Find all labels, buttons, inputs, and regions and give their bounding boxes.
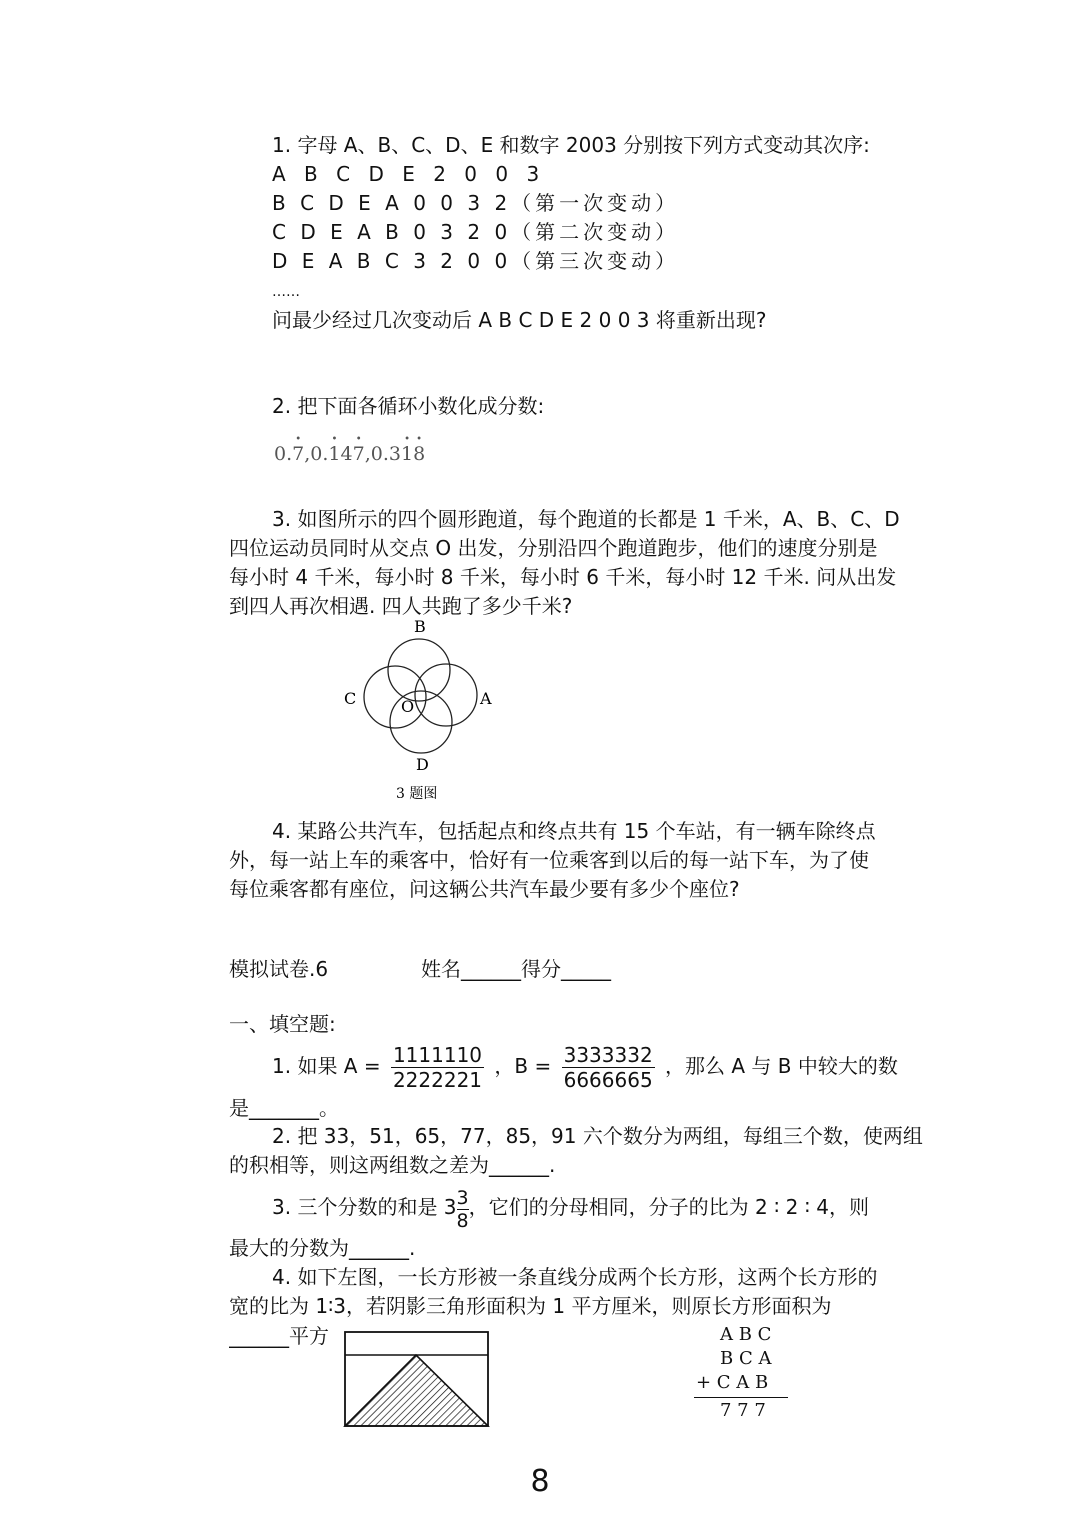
section1-p3-line2: 最大的分数为______. [229,1236,416,1260]
page-number: 8 [530,1464,550,1499]
section1-p3-line1: 3. 三个分数的和是 3 $\frac{3}{8}$ ，它们的分母相同，分子的比为 2 ∶ 2 ∶ 4，则 [272,1187,869,1232]
fraction-a: $\frac{1111110}{2222221}$ [392,1043,483,1092]
circle-a [415,664,477,726]
mixed-fraction: $\frac{3}{8}$ [456,1187,469,1232]
q4-line2: 外，每一站上车的乘客中，恰好有一位乘客到以后的每一站下车，为了使 [229,848,869,872]
q4-line1: 4. 某路公共汽车，包括起点和终点共有 15 个车站，有一辆车除终点 [272,819,876,843]
exam-name-score: 姓名______得分_____ [421,957,611,981]
section1-p1-line1: 1. 如果 A = $\frac{1111110}{2222221}$ ，B = $\frac{3333332}{6666665}$ ，那么 A 与 B 中较大的数 [272,1043,898,1092]
section1-p1-line2: 是_______。 [229,1096,339,1120]
q3-line1: 3. 如图所示的四个圆形跑道，每个跑道的长都是 1 千米，A、B、C、D [272,507,900,531]
section1-title: 一、填空题: [229,1012,336,1036]
section1-p2-line1: 2. 把 33，51，65，77，85，91 六个数分为两组，每组三个数，使两组 [272,1124,923,1148]
addition-row3: + C A B [696,1372,769,1393]
figure-caption: 3 题图 [396,786,438,802]
addition-rule [694,1397,788,1398]
four-circles-figure [330,612,520,812]
q3-line3: 每小时 4 千米，每小时 8 千米，每小时 6 千米，每小时 12 千米. 问从出发 [229,565,897,589]
q1-ellipsis: …… [272,284,300,300]
q1-row0: A B C D E 2 0 0 3 [272,162,546,186]
section1-p4-line2: 宽的比为 1∶3，若阴影三角形面积为 1 平方厘米，则原长方形面积为 [229,1294,832,1318]
label-d: D [416,755,429,774]
addition-row1: A B C [720,1324,772,1345]
q1-question: 问最少经过几次变动后 A B C D E 2 0 0 3 将重新出现? [272,308,767,332]
fraction-b: $\frac{3333332}{6666665}$ [563,1043,653,1092]
section1-p4-line3: ______平方 [229,1324,329,1348]
q3-line2: 四位运动员同时从交点 O 出发，分别沿四个跑道跑步，他们的速度分别是 [229,536,878,560]
q1-title: 1. 字母 A、B、C、D、E 和数字 2003 分别按下列方式变动其次序: [272,133,870,157]
exam-title: 模拟试卷.6 [229,957,329,981]
q3-line4: 到四人再次相遇. 四人共跑了多少千米? [229,594,573,618]
circle-c [364,666,426,728]
q1-row1: B C D E A 0 0 3 2（第一次变动） [272,191,680,215]
q1-row3: D E A B C 3 2 0 0（第三次变动） [272,249,680,273]
q1-row2: C D E A B 0 3 2 0（第二次变动） [272,220,680,244]
q2-title: 2. 把下面各循环小数化成分数: [272,394,545,418]
label-o: O [401,697,415,716]
addition-result: 7 7 7 [720,1400,766,1421]
addition-row2: B C A [720,1348,772,1369]
label-a: A [480,689,492,708]
q2-decimals: 0.• 7,0.• 14• 7,0.3• 1• 8 [274,440,425,468]
section1-p2-line2: 的积相等，则这两组数之差为______. [229,1153,556,1177]
shaded-triangle [345,1355,488,1426]
q4-line3: 每位乘客都有座位，问这辆公共汽车最少要有多少个座位? [229,877,740,901]
rectangle-triangle-figure [343,1330,491,1430]
section1-p4-line1: 4. 如下左图，一长方形被一条直线分成两个长方形，这两个长方形的 [272,1265,878,1289]
label-c: C [344,689,357,708]
label-b: B [414,617,426,636]
